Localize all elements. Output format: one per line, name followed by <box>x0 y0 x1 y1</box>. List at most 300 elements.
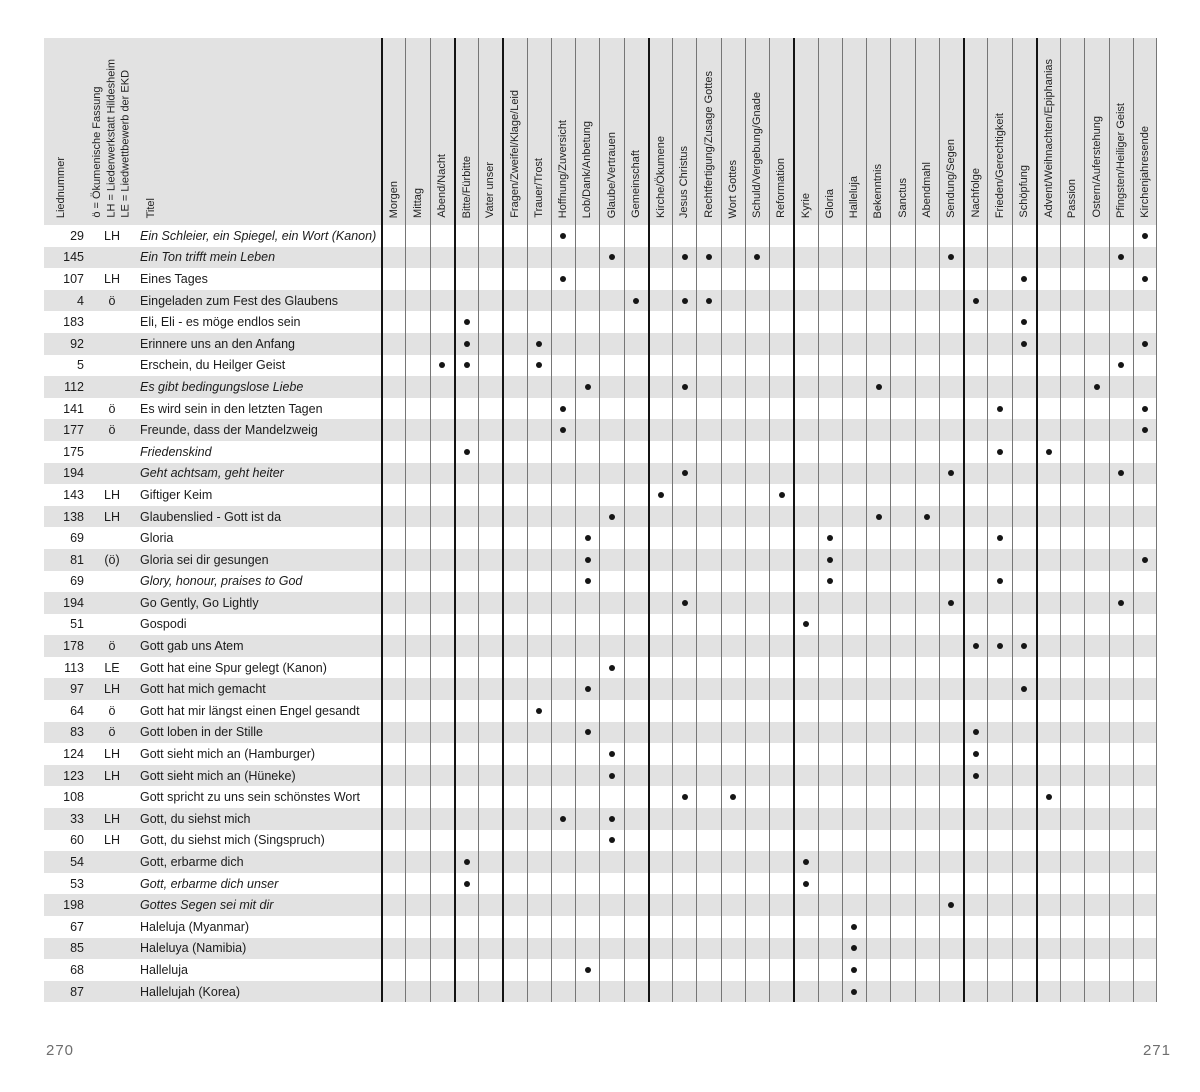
category-cell <box>1084 549 1108 571</box>
category-mark-dot <box>609 254 615 260</box>
category-cell <box>1084 765 1108 787</box>
song-code: LE <box>104 660 120 675</box>
category-cell <box>1084 916 1108 938</box>
category-cells <box>381 527 1157 549</box>
category-cell <box>890 355 914 377</box>
category-cell <box>454 333 478 355</box>
category-cell <box>478 484 502 506</box>
song-code <box>84 959 140 981</box>
category-cell <box>1084 981 1108 1003</box>
category-cell <box>745 484 769 506</box>
category-cell <box>939 376 963 398</box>
song-row <box>44 765 1157 787</box>
category-cell <box>624 398 648 420</box>
category-cell <box>599 484 623 506</box>
song-number: 107 <box>63 271 84 286</box>
category-cell <box>987 592 1011 614</box>
category-cell <box>1133 463 1157 485</box>
category-cell <box>1012 873 1036 895</box>
category-cell <box>721 786 745 808</box>
category-cell <box>405 549 429 571</box>
category-cell <box>478 527 502 549</box>
category-cell <box>696 333 720 355</box>
category-cell <box>575 808 599 830</box>
category-cell <box>454 678 478 700</box>
category-cell <box>1012 700 1036 722</box>
category-cell <box>405 614 429 636</box>
category-cells <box>381 916 1157 938</box>
category-cell <box>430 398 454 420</box>
category-cell <box>915 938 939 960</box>
song-row <box>44 549 1157 571</box>
category-cell <box>1133 376 1157 398</box>
category-cell <box>793 894 817 916</box>
category-header-label: Kyrie <box>800 192 813 218</box>
category-cell <box>842 506 866 528</box>
category-cell <box>502 290 526 312</box>
category-cell <box>502 959 526 981</box>
page-number-right: 271 <box>1142 1042 1171 1059</box>
category-cell <box>915 441 939 463</box>
category-cell <box>721 333 745 355</box>
category-cell <box>405 678 429 700</box>
category-cell <box>648 981 672 1003</box>
song-title: Ein Ton trifft mein Leben <box>140 250 276 265</box>
category-cell <box>987 808 1011 830</box>
category-cell <box>1084 873 1108 895</box>
category-cell <box>890 527 914 549</box>
category-cell <box>1133 722 1157 744</box>
category-mark-dot <box>851 989 857 995</box>
category-cell <box>818 268 842 290</box>
category-cell <box>430 765 454 787</box>
category-cell <box>430 527 454 549</box>
category-cell <box>866 376 890 398</box>
category-cell <box>987 894 1011 916</box>
category-cell <box>696 571 720 593</box>
category-cell <box>502 355 526 377</box>
category-cell <box>1109 765 1133 787</box>
category-cell <box>793 549 817 571</box>
category-cell <box>745 916 769 938</box>
category-cell <box>793 290 817 312</box>
category-cell <box>1109 225 1133 247</box>
category-cell <box>527 657 551 679</box>
category-header-cell <box>1036 38 1060 225</box>
category-cell <box>818 506 842 528</box>
category-cell <box>430 290 454 312</box>
category-cell <box>818 419 842 441</box>
song-title: Gott hat eine Spur gelegt (Kanon) <box>140 660 327 675</box>
category-mark-dot <box>609 514 615 520</box>
song-title: Gloria <box>140 531 174 546</box>
song-number: 143 <box>63 487 84 502</box>
category-cell <box>624 527 648 549</box>
category-cell <box>987 786 1011 808</box>
category-cell <box>527 549 551 571</box>
category-cells <box>381 786 1157 808</box>
category-cell <box>1133 247 1157 269</box>
category-cell <box>502 419 526 441</box>
category-cell <box>939 225 963 247</box>
category-cell <box>599 311 623 333</box>
category-cell <box>721 657 745 679</box>
category-cell <box>478 506 502 528</box>
category-cell <box>769 268 793 290</box>
category-cell <box>745 333 769 355</box>
category-mark-dot <box>730 794 736 800</box>
category-cell <box>1036 549 1060 571</box>
category-cell <box>818 225 842 247</box>
category-cell <box>745 722 769 744</box>
song-number: 60 <box>70 833 84 848</box>
category-cell <box>502 268 526 290</box>
category-cell <box>818 959 842 981</box>
category-cells <box>381 247 1157 269</box>
song-number: 123 <box>63 768 84 783</box>
category-cells <box>381 484 1157 506</box>
category-mark-dot <box>560 406 566 412</box>
category-cell <box>405 657 429 679</box>
category-cell <box>890 398 914 420</box>
category-cell <box>430 441 454 463</box>
category-cell <box>1060 786 1084 808</box>
category-cell <box>793 419 817 441</box>
category-cell <box>1012 441 1036 463</box>
category-cell <box>430 700 454 722</box>
category-cell <box>478 441 502 463</box>
category-cell <box>818 722 842 744</box>
category-cell <box>672 333 696 355</box>
category-cell <box>769 376 793 398</box>
category-cell <box>696 808 720 830</box>
song-number: 183 <box>63 315 84 330</box>
category-cell <box>842 441 866 463</box>
song-title: Eines Tages <box>140 271 208 286</box>
category-cell <box>915 894 939 916</box>
category-cell <box>454 916 478 938</box>
category-cell <box>551 959 575 981</box>
category-cell <box>648 700 672 722</box>
category-mark-dot <box>464 881 470 887</box>
category-cell <box>575 743 599 765</box>
category-header-label: Nachfolge <box>969 168 982 218</box>
category-cell <box>527 506 551 528</box>
category-cell <box>818 355 842 377</box>
category-cells <box>381 657 1157 679</box>
category-cell <box>1060 700 1084 722</box>
category-cell <box>890 225 914 247</box>
category-cells <box>381 851 1157 873</box>
category-cell <box>430 981 454 1003</box>
category-cell <box>1060 463 1084 485</box>
category-header-cell <box>405 38 429 225</box>
category-cell <box>405 376 429 398</box>
category-cell <box>842 268 866 290</box>
category-cell <box>963 247 987 269</box>
category-cell <box>963 808 987 830</box>
category-cell <box>1036 441 1060 463</box>
category-cell <box>624 830 648 852</box>
category-cell <box>672 851 696 873</box>
category-cell <box>381 635 405 657</box>
category-cell <box>527 765 551 787</box>
category-cell <box>745 635 769 657</box>
category-cell <box>1036 419 1060 441</box>
category-cell <box>842 722 866 744</box>
category-cell <box>527 376 551 398</box>
category-cell <box>963 333 987 355</box>
category-cell <box>963 225 987 247</box>
category-cell <box>1036 830 1060 852</box>
category-cell <box>793 398 817 420</box>
category-cell <box>721 635 745 657</box>
category-cell <box>1060 851 1084 873</box>
category-mark-dot <box>1021 686 1027 692</box>
category-cell <box>696 981 720 1003</box>
category-cell <box>1133 830 1157 852</box>
category-cell <box>502 830 526 852</box>
category-cell <box>721 722 745 744</box>
category-mark-dot <box>633 298 639 304</box>
category-cell <box>890 484 914 506</box>
category-cell <box>454 614 478 636</box>
category-cell <box>793 463 817 485</box>
category-cell <box>818 765 842 787</box>
category-cell <box>769 657 793 679</box>
category-cell <box>1060 743 1084 765</box>
category-cell <box>1036 484 1060 506</box>
category-cell <box>963 830 987 852</box>
category-cell <box>405 894 429 916</box>
song-code <box>84 463 140 485</box>
category-cell <box>939 290 963 312</box>
category-cell <box>1060 614 1084 636</box>
category-mark-dot <box>536 362 542 368</box>
category-cell <box>1036 657 1060 679</box>
category-mark-dot <box>609 837 615 843</box>
category-cell <box>890 743 914 765</box>
song-row <box>44 398 1157 420</box>
category-cell <box>381 592 405 614</box>
category-cell <box>987 959 1011 981</box>
category-cell <box>599 225 623 247</box>
category-cell <box>696 592 720 614</box>
category-cell <box>721 225 745 247</box>
category-cell <box>502 463 526 485</box>
category-cell <box>1060 830 1084 852</box>
category-cell <box>381 851 405 873</box>
category-cell <box>1084 311 1108 333</box>
category-cell <box>430 743 454 765</box>
song-number: 81 <box>70 552 84 567</box>
category-cell <box>405 959 429 981</box>
category-cell <box>987 873 1011 895</box>
song-code: ö <box>108 423 116 438</box>
category-cell <box>745 700 769 722</box>
category-cell <box>769 355 793 377</box>
category-cell <box>575 938 599 960</box>
category-cell <box>599 527 623 549</box>
category-cell <box>430 225 454 247</box>
category-cell <box>939 635 963 657</box>
category-cell <box>430 916 454 938</box>
category-cell <box>1084 419 1108 441</box>
category-cell <box>624 873 648 895</box>
category-cell <box>745 225 769 247</box>
category-cell <box>890 635 914 657</box>
category-cell <box>1060 808 1084 830</box>
category-cell <box>527 851 551 873</box>
category-cell <box>1109 311 1133 333</box>
category-cell <box>672 290 696 312</box>
song-code <box>84 851 140 873</box>
category-cell <box>721 355 745 377</box>
category-cell <box>405 441 429 463</box>
song-number: 124 <box>63 747 84 762</box>
song-number: 68 <box>70 962 84 977</box>
song-row <box>44 441 1157 463</box>
song-number: 178 <box>63 639 84 654</box>
category-cell <box>721 614 745 636</box>
category-cell <box>1109 290 1133 312</box>
category-cell <box>405 419 429 441</box>
song-title: Erschein, du Heilger Geist <box>140 358 286 373</box>
category-cell <box>721 938 745 960</box>
category-cell <box>478 786 502 808</box>
category-cell <box>672 225 696 247</box>
category-cell <box>769 614 793 636</box>
category-cell <box>721 830 745 852</box>
category-cell <box>1036 614 1060 636</box>
song-number: 112 <box>64 379 84 394</box>
category-cell <box>551 722 575 744</box>
category-mark-dot <box>997 578 1003 584</box>
category-cell <box>939 700 963 722</box>
category-cell <box>1109 938 1133 960</box>
category-cell <box>769 484 793 506</box>
category-cell <box>1060 938 1084 960</box>
category-cell <box>575 830 599 852</box>
song-code: LH <box>104 228 120 243</box>
category-mark-dot <box>827 535 833 541</box>
category-mark-dot <box>1118 254 1124 260</box>
category-header-cell <box>551 38 575 225</box>
category-mark-dot <box>1046 794 1052 800</box>
category-cell <box>745 571 769 593</box>
category-cell <box>987 722 1011 744</box>
category-mark-dot <box>585 384 591 390</box>
category-cell <box>1036 959 1060 981</box>
category-cell <box>963 398 987 420</box>
category-header-label: Jesus Christus <box>678 145 691 218</box>
category-cell <box>1012 355 1036 377</box>
category-cell <box>478 355 502 377</box>
category-cell <box>1133 268 1157 290</box>
category-cell <box>1133 290 1157 312</box>
category-cell <box>1084 247 1108 269</box>
category-cell <box>454 894 478 916</box>
category-cell <box>769 549 793 571</box>
category-cell <box>648 333 672 355</box>
category-header-label: Frieden/Gerechtigkeit <box>993 112 1006 218</box>
category-cell <box>551 311 575 333</box>
category-cell <box>793 873 817 895</box>
category-header-label: Glaube/Vertrauen <box>605 131 618 218</box>
category-cell <box>575 247 599 269</box>
category-cell <box>1133 808 1157 830</box>
category-cell <box>987 419 1011 441</box>
song-number: 64 <box>70 703 84 718</box>
song-number: 194 <box>63 595 84 610</box>
category-cell <box>1084 398 1108 420</box>
category-cell <box>672 268 696 290</box>
song-title: Gott hat mich gemacht <box>140 682 266 697</box>
category-cell <box>939 355 963 377</box>
category-header-cell <box>963 38 987 225</box>
category-cell <box>405 571 429 593</box>
category-cell <box>478 981 502 1003</box>
song-code: LH <box>104 833 120 848</box>
category-mark-dot <box>973 773 979 779</box>
category-cell <box>599 333 623 355</box>
category-cell <box>769 808 793 830</box>
category-cell <box>648 247 672 269</box>
category-cell <box>915 571 939 593</box>
category-cell <box>793 506 817 528</box>
category-cell <box>915 722 939 744</box>
category-cell <box>1060 959 1084 981</box>
category-cell <box>624 506 648 528</box>
category-mark-dot <box>803 621 809 627</box>
song-code <box>84 571 140 593</box>
category-cell <box>430 419 454 441</box>
song-title: Gott, du siehst mich (Singspruch) <box>140 833 325 848</box>
category-header-label: Hoffnung/Zuversicht <box>557 119 570 218</box>
category-mark-dot <box>560 427 566 433</box>
category-cell <box>1012 268 1036 290</box>
category-cell <box>818 938 842 960</box>
category-cells <box>381 700 1157 722</box>
category-cell <box>381 333 405 355</box>
category-cell <box>430 571 454 593</box>
category-cell <box>866 722 890 744</box>
category-cell <box>915 851 939 873</box>
category-cell <box>599 786 623 808</box>
category-cell <box>624 419 648 441</box>
song-title: Gott, du siehst mich <box>140 811 251 826</box>
category-cell <box>1084 333 1108 355</box>
category-mark-dot <box>754 254 760 260</box>
category-cell <box>454 830 478 852</box>
category-cell <box>381 938 405 960</box>
song-row <box>44 959 1157 981</box>
category-cell <box>381 916 405 938</box>
category-cell <box>987 571 1011 593</box>
category-header-label: Kirchenjahresende <box>1138 126 1151 218</box>
category-mark-dot <box>997 535 1003 541</box>
category-cell <box>696 463 720 485</box>
category-cell <box>575 419 599 441</box>
legend-line-le: LE = Liedwettbewerb der EKD <box>119 70 132 218</box>
category-cell <box>818 894 842 916</box>
category-cell <box>1133 527 1157 549</box>
category-header-cell <box>818 38 842 225</box>
category-cell <box>1012 981 1036 1003</box>
category-mark-dot <box>706 298 712 304</box>
category-cell <box>624 743 648 765</box>
category-cell <box>551 873 575 895</box>
